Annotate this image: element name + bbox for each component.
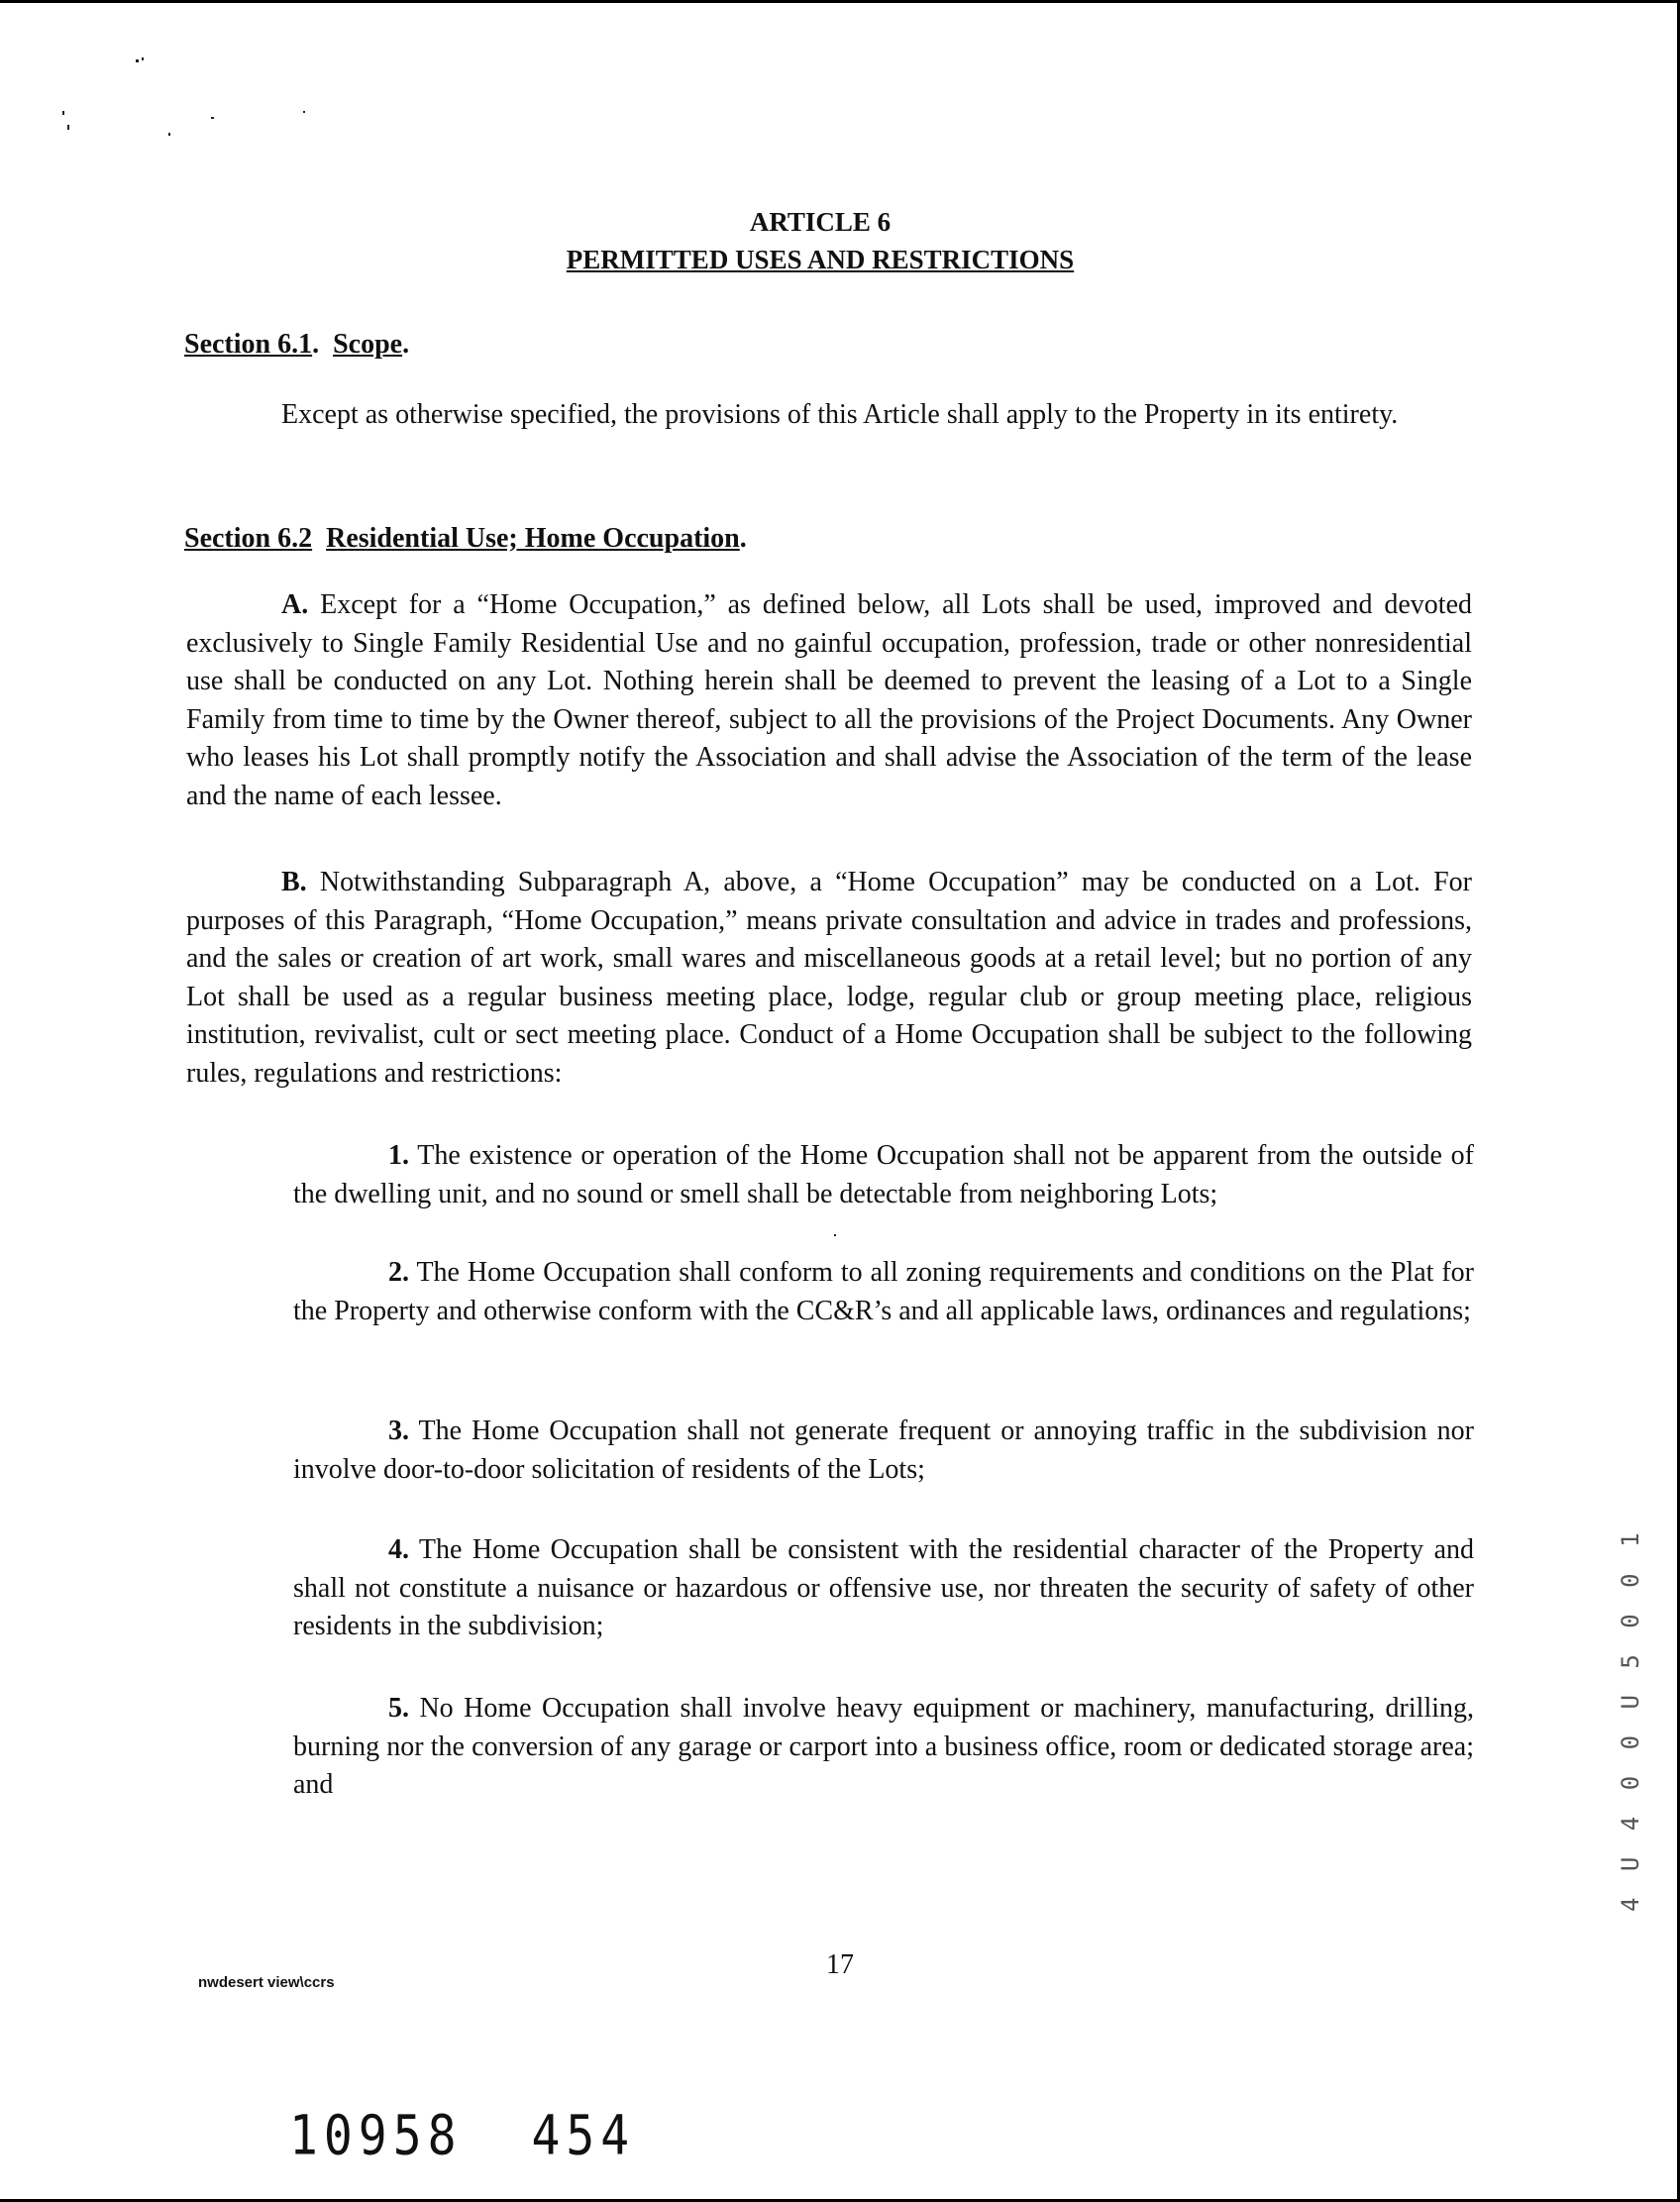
paragraph-b-label: B. [281,867,307,897]
rule-item-2-number: 2. [388,1257,409,1288]
rule-item-1 [293,1137,1474,1213]
section-6-1-text: Except as otherwise specified, the provisions of this Article shall apply to the Property in its entirety. [281,399,1399,430]
section-6-2-number: Section 6.2 [184,523,313,554]
rule-item-1-text: The existence or operation of the Home Occupation shall not be apparent from the outside of the dwelling unit, and no sound or smell shall be detectable from neighboring Lots; [293,1140,1474,1209]
paragraph-a-label: A. [281,589,309,620]
section-6-2-heading: Section 6.2 Residential Use; Home Occupation. [184,523,747,554]
rule-item-5 [293,1690,1474,1805]
rule-item-4-number: 4. [388,1534,409,1565]
section-6-1-title: Scope [333,329,403,360]
section-6-2-title: Residential Use; Home Occupation [326,523,740,554]
rule-item-4 [293,1531,1474,1646]
rule-item-5-number: 5. [388,1693,409,1724]
rule-item-3-number: 3. [388,1416,409,1446]
rule-item-2-text: The Home Occupation shall conform to all zoning requirements and conditions on the Plat for the Property and otherwise conform with the CC&R’s and all applicable laws, ordinances and regulations; [293,1257,1474,1326]
footer-file-path: nwdesert view\ccrs [198,1974,335,1991]
side-recording-stamp: 4 U 4 0 0 U 5 0 0 1 [1617,1526,1644,1912]
section-6-1-paragraph [186,396,1472,435]
rule-item-3 [293,1413,1474,1489]
rule-item-4-text: The Home Occupation shall be consistent with the residential character of the Property and shall not constitute a nuisance or hazardous or offensive use, nor threaten the security of safety of other residents in the subdivision; [293,1534,1474,1641]
paragraph-a [186,586,1472,815]
paragraph-a-text: Except for a “Home Occupation,” as defined below, all Lots shall be used, improved and devoted exclusively to Single Family Residential Use and no gainful occupation, profession, trade or other nonresidential use shall be conducted on any Lot. Nothing herein shall be deemed to prevent the leasing of a Lot to a Single Family from time to time by the Owner thereof, subject to all the provisions of the Project Documents. Any Owner who leases his Lot shall promptly notify the Association and shall advise the Association of the term of the lease and the name of each lessee. [186,589,1473,811]
rule-item-3-text: The Home Occupation shall not generate frequent or annoying traffic in the subdivision nor involve door-to-door solicitation of residents of the Lots; [293,1416,1474,1485]
page-number: 17 [826,1949,854,1980]
rule-item-5-text: No Home Occupation shall involve heavy equipment or machinery, manufacturing, drilling, burning nor the conversion of any garage or carport into a business office, room or dedicated storage area; and [293,1693,1474,1800]
recording-stamp-left: 10958 [289,2103,463,2168]
scan-border-top [0,0,1680,3]
article-subtitle: PERMITTED USES AND RESTRICTIONS [566,245,1075,274]
paragraph-b-text: Notwithstanding Subparagraph A, above, a “Home Occupation” may be conducted on a Lot. For purposes of this Paragraph, “Home Occupation,” means private consultation and advice in trades and professions, and the sales or creation of art work, small wares and miscellaneous goods at a retail level; but no portion of any Lot shall be used as a regular business meeting place, lodge, regular club or group meeting place, religious institution, revivalist, cult or sect meeting place. Conduct of a Home Occupation shall be subject to the following rules, regulations and restrictions: [186,867,1473,1089]
recording-stamp [289,2104,704,2167]
recording-stamp-right: 454 [531,2103,636,2168]
section-6-1-number: Section 6.1 [184,329,313,360]
paragraph-b [186,864,1472,1093]
section-6-1-heading: Section 6.1. Scope. [184,329,410,360]
rule-item-1-number: 1. [388,1140,409,1171]
article-title: ARTICLE 6 [749,207,892,237]
rule-item-2 [293,1254,1474,1330]
